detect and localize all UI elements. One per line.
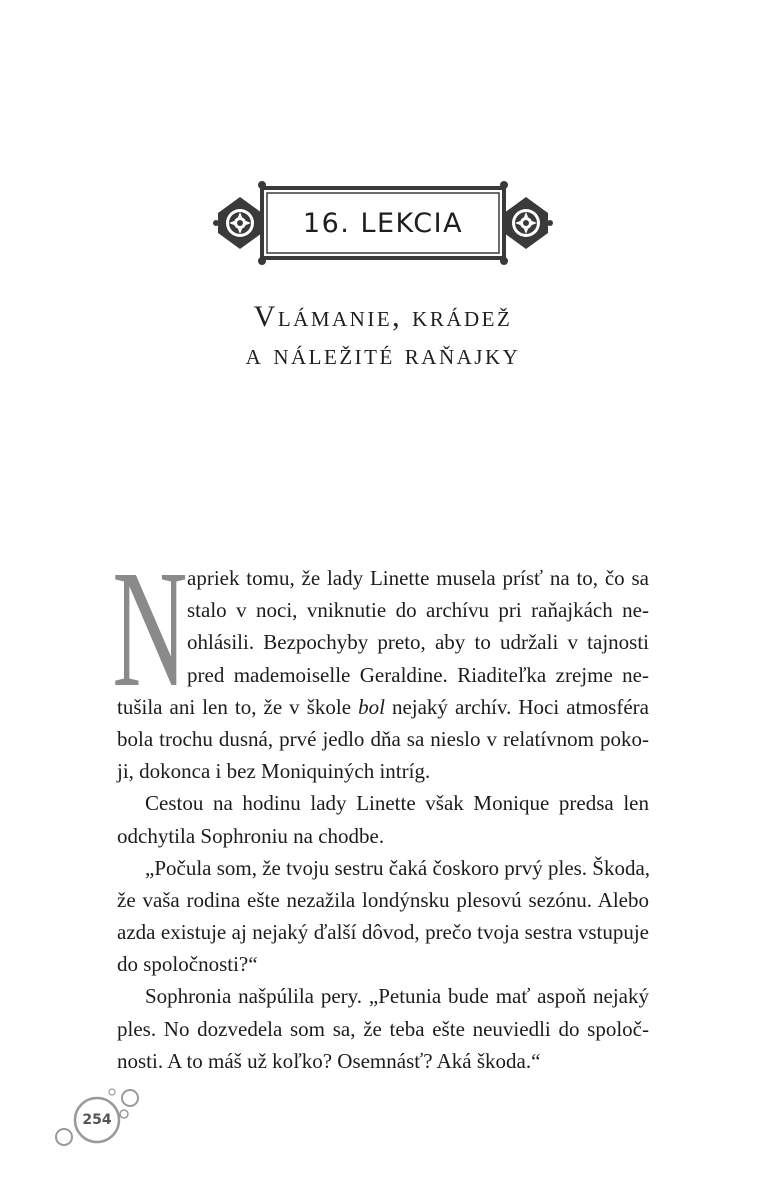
text-line: do spoločnosti?“: [117, 952, 258, 977]
text-line: odchytila Sophroniu na chodbe.: [117, 823, 385, 848]
text-line: stalo v noci, vniknutie do archívu pri raňajkách ne-: [187, 598, 649, 623]
page-number-badge: [52, 1084, 152, 1154]
text-line: Cestou na hodinu lady Linette však Monique predsa len: [145, 791, 649, 816]
chapter-title-line-1: Vlámanie, krádež: [253, 300, 513, 333]
chapter-heading-frame: [218, 180, 548, 266]
text-line: apriek tomu, že lady Linette musela prísť na to, čo sa: [187, 566, 649, 590]
chapter-title-line-2: a náležité raňajky: [245, 338, 521, 371]
text-line: ohlásili. Bezpochyby preto, aby to udržali v tajnosti: [187, 630, 649, 655]
text-line: že vaša rodina ešte nezažila londýnsku plesovú sezónu. Alebo: [117, 887, 649, 912]
text-line: ples. No dozvedela som sa, že teba ešte neuviedli do spoloč-: [117, 1016, 649, 1041]
emphasis: bol: [358, 694, 385, 719]
text-line: ji, dokonca i bez Moniquiných intríg.: [117, 759, 431, 784]
text-line: „Počula som, že tvoju sestru čaká čoskoro prvý ples. Škoda,: [145, 855, 651, 880]
drop-cap-letter: N: [112, 535, 188, 723]
text-line: Sophronia našpúlila pery. „Petunia bude mať aspoň nejaký: [145, 984, 649, 1009]
text-line: azda existuje aj nejaký ďalší dôvod, prečo tvoja sestra vstupuje: [117, 920, 649, 945]
drop-cap: [112, 535, 188, 723]
text-line: nosti. A to máš už koľko? Osemnásť? Aká škoda.“: [117, 1048, 541, 1073]
page-number: 254: [82, 1112, 112, 1128]
text-line: pred mademoiselle Geraldine. Riaditeľka zrejme ne-: [187, 662, 649, 687]
chapter-title: [0, 298, 766, 374]
chapter-body: [112, 535, 651, 1077]
chapter-number: 16. LEKCIA: [302, 207, 464, 239]
text-line: bola trochu dusná, prvé jedlo dňa sa nieslo v relatívnom poko-: [117, 726, 649, 751]
text-line: tušila ani len to, že v škole bol nejaký archív. Hoci atmosféra: [117, 694, 649, 719]
